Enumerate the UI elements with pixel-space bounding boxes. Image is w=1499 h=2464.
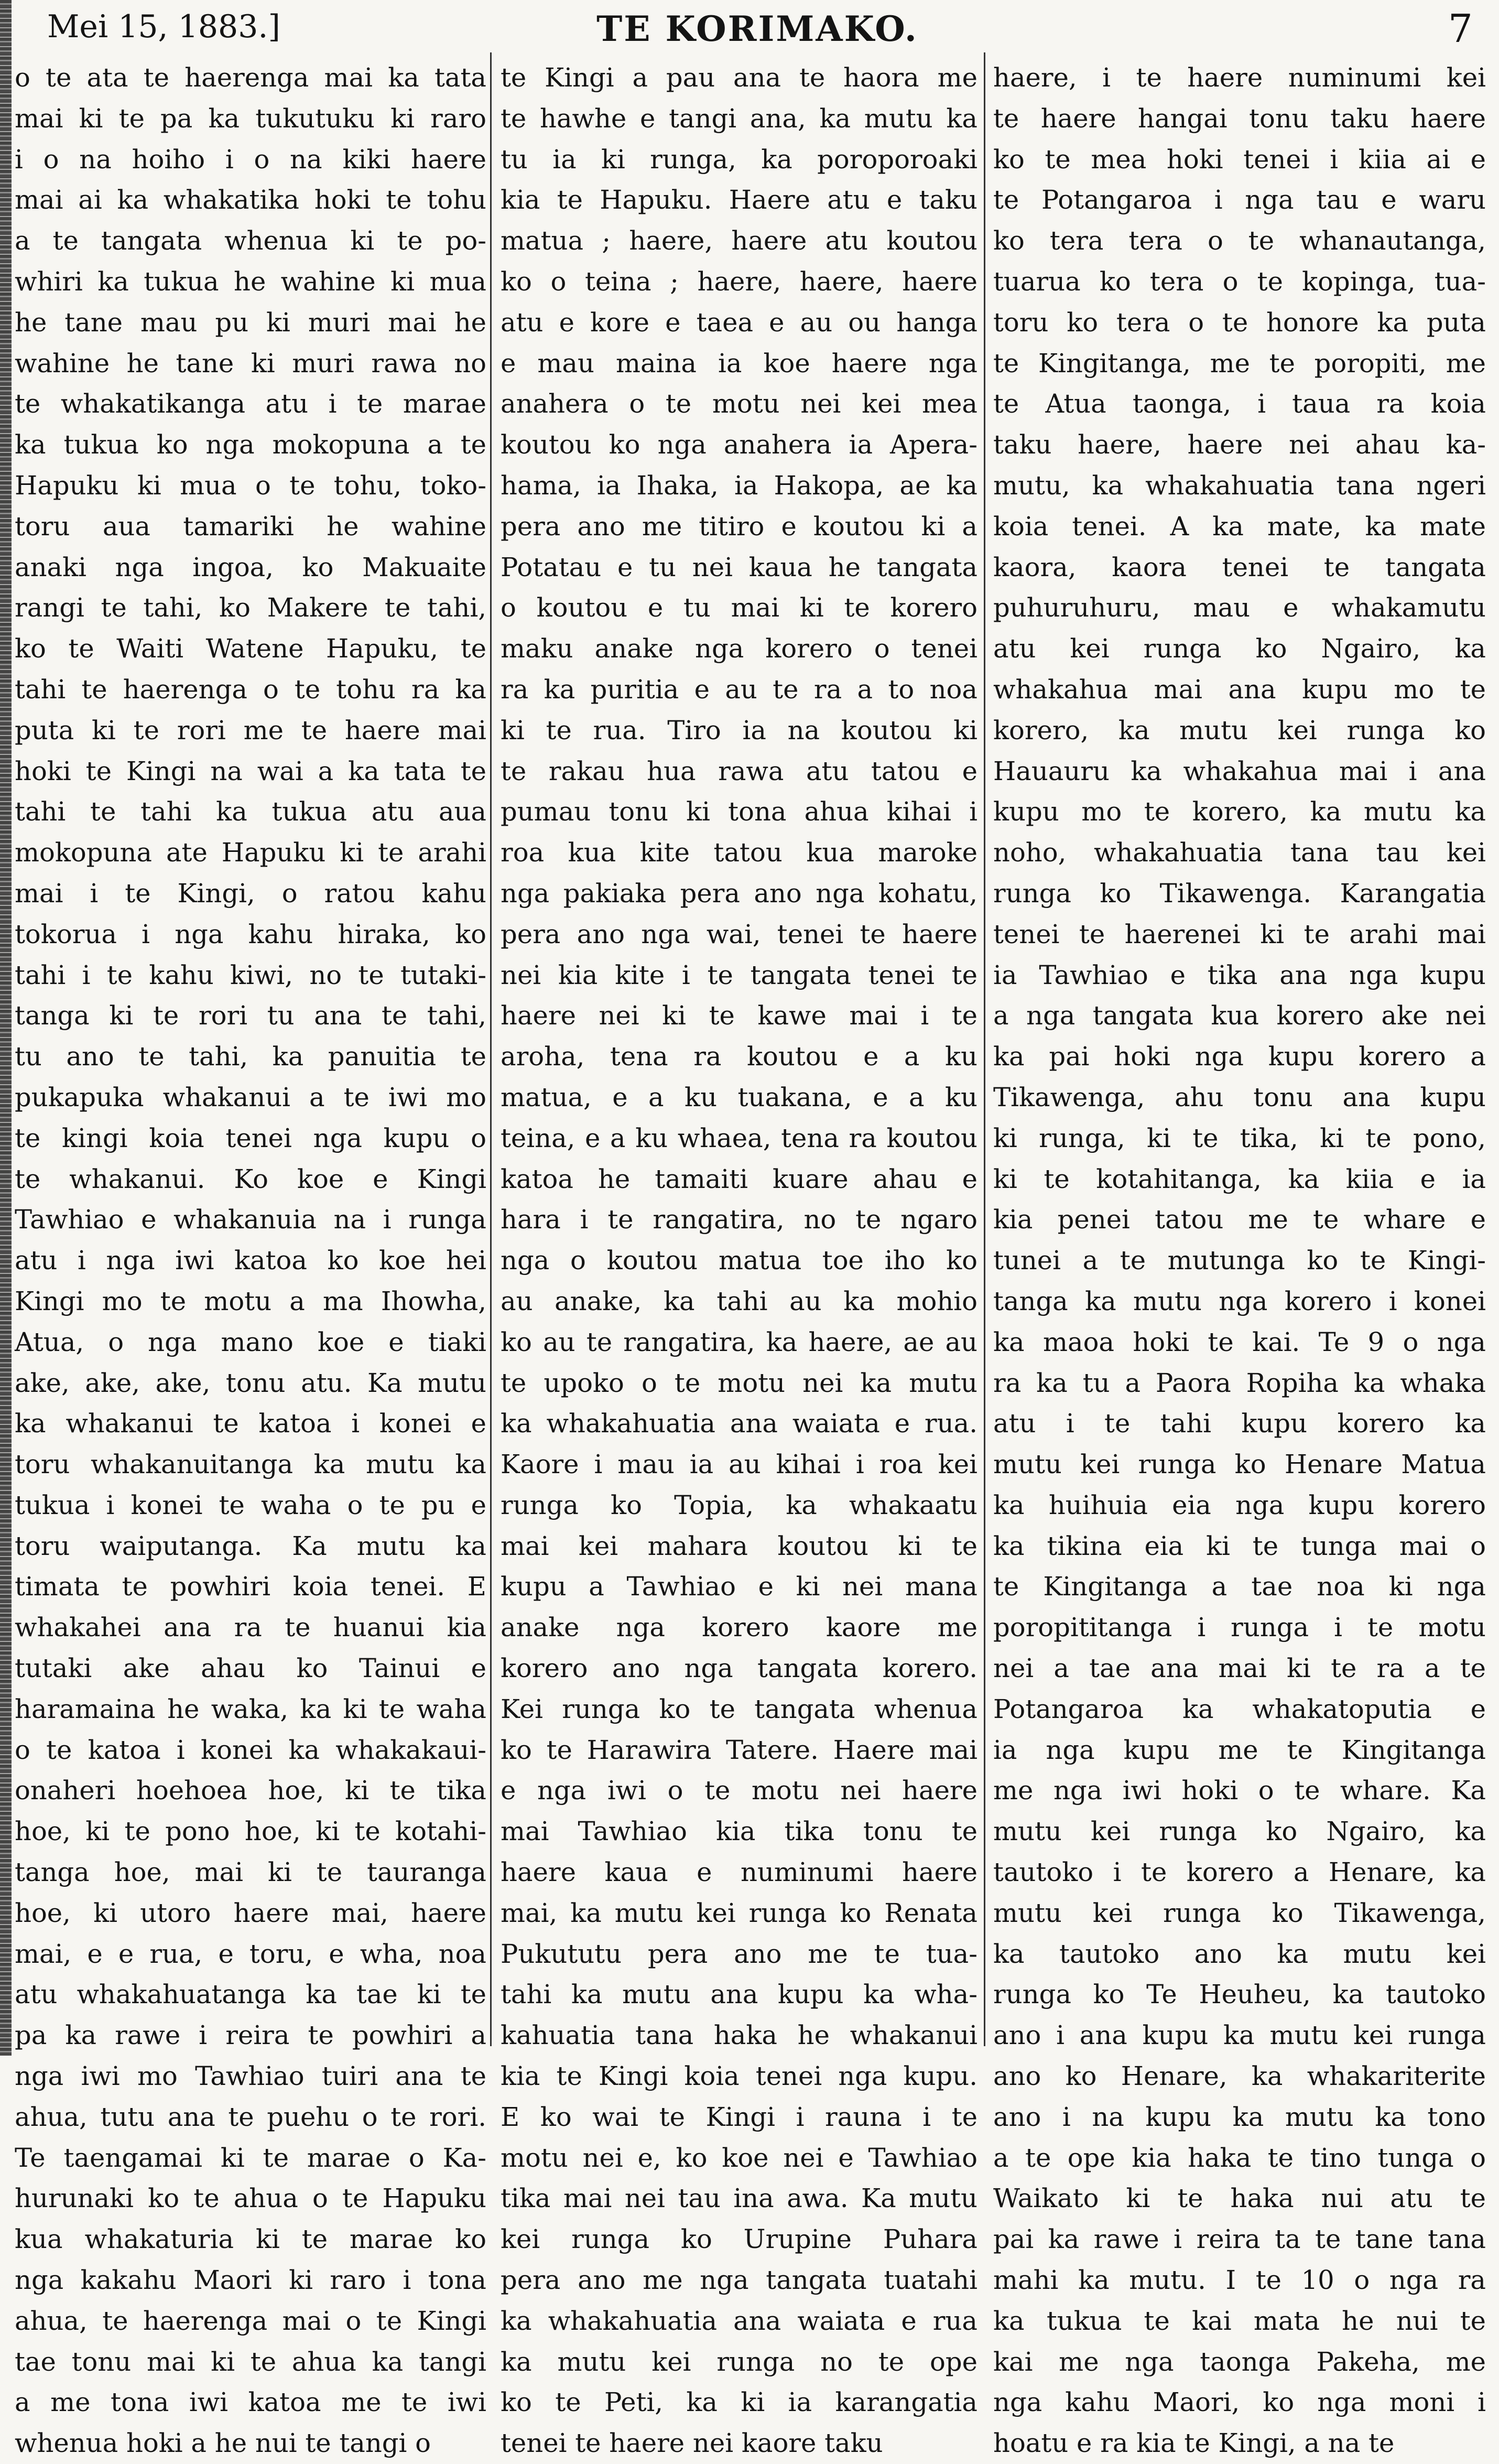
- text-line: nga kahu Maori, ko nga moni i: [993, 2387, 1486, 2418]
- text-line: te kingi koia tenei nga kupu o: [15, 1122, 486, 1153]
- text-line: kupu a Tawhiao e ki nei mana: [501, 1571, 977, 1602]
- text-line: wahine he tane ki muri rawa no: [15, 348, 486, 379]
- text-line: ka tukua te kai mata he nui te: [993, 2305, 1486, 2336]
- text-line: o koutou e tu mai ki te korero: [501, 592, 977, 623]
- text-line: ia nga kupu me te Kingitanga: [993, 1734, 1486, 1765]
- text-line: he tane mau pu ki muri mai he: [15, 307, 486, 338]
- text-line: i o na hoiho i o na kiki haere: [15, 144, 486, 175]
- text-line: pera ano me nga tangata tuatahi: [501, 2265, 977, 2296]
- text-line: mutu, ka whakahuatia tana ngeri: [993, 470, 1486, 501]
- text-line: Te taengamai ki te marae o Ka-: [15, 2142, 486, 2173]
- text-line: mahi ka mutu. I te 10 o nga ra: [993, 2265, 1486, 2296]
- text-line: mutu kei runga ko Ngairo, ka: [993, 1816, 1486, 1847]
- text-line: whiri ka tukua he wahine ki mua: [15, 266, 486, 297]
- text-line: ko o teina ; haere, haere, haere: [501, 266, 977, 297]
- text-line: Potatau e tu nei kaua he tangata: [501, 552, 977, 582]
- text-line: Kei runga ko te tangata whenua: [501, 1693, 977, 1724]
- text-line: hara i te rangatira, no te ngaro: [501, 1204, 977, 1235]
- text-line: pukapuka whakanui a te iwi mo: [15, 1082, 486, 1112]
- text-line: tahi i te kahu kiwi, no te tutaki-: [15, 959, 486, 990]
- text-column-3: [993, 58, 1486, 2459]
- text-line: ko te mea hoki tenei i kiia ai e: [993, 144, 1486, 175]
- issue-date: Mei 15, 1883.]: [47, 8, 280, 45]
- text-line: E ko wai te Kingi i rauna i te: [501, 2101, 977, 2132]
- text-line: tika mai nei tau ina awa. Ka mutu: [501, 2183, 977, 2214]
- text-line: e nga iwi o te motu nei haere: [501, 1775, 977, 1806]
- text-line: Pukututu pera ano me te tua-: [501, 1938, 977, 1969]
- text-line: ko te Harawira Tatere. Haere mai: [501, 1734, 977, 1765]
- text-line: motu nei e, ko koe nei e Tawhiao: [501, 2142, 977, 2173]
- text-line: roa kua kite tatou kua maroke: [501, 837, 977, 868]
- text-line: o te katoa i konei ka whakakaui-: [15, 1734, 486, 1765]
- text-line: ano ko Henare, ka whakariterite: [993, 2061, 1486, 2092]
- text-line: kupu mo te korero, ka mutu ka: [993, 796, 1486, 827]
- text-line: Tikawenga, ahu tonu ana kupu: [993, 1082, 1486, 1112]
- text-line: te whakanui. Ko koe e Kingi: [15, 1163, 486, 1194]
- text-line: mai kei mahara koutou ki te: [501, 1530, 977, 1561]
- text-line: tu ano te tahi, ka panuitia te: [15, 1041, 486, 1072]
- text-line: te Kingitanga a tae noa ki nga: [993, 1571, 1486, 1602]
- text-line: tahi te tahi ka tukua atu aua: [15, 796, 486, 827]
- text-line: tae tonu mai ki te ahua ka tangi: [15, 2346, 486, 2377]
- text-line: tautoko i te korero a Henare, ka: [993, 1857, 1486, 1888]
- text-line: haere kaua e numinumi haere: [501, 1857, 977, 1888]
- text-line: nei kia kite i te tangata tenei te: [501, 959, 977, 990]
- text-line: pera ano nga wai, tenei te haere: [501, 918, 977, 949]
- text-line: ahua, te haerenga mai o te Kingi: [15, 2305, 486, 2336]
- text-line: hoe, ki utoro haere mai, haere: [15, 1897, 486, 1928]
- text-line: ka mutu kei runga no te ope: [501, 2346, 977, 2377]
- text-line: mai ki te pa ka tukutuku ki raro: [15, 103, 486, 134]
- text-line: kia te Kingi koia tenei nga kupu.: [501, 2061, 977, 2092]
- text-line: ki te rua. Tiro ia na koutou ki: [501, 715, 977, 745]
- text-line: mutu kei runga ko Tikawenga,: [993, 1897, 1486, 1928]
- text-line: Tawhiao e whakanuia na i runga: [15, 1204, 486, 1235]
- text-line: a nga tangata kua korero ake nei: [993, 1000, 1486, 1031]
- text-line: kua whakaturia ki te marae ko: [15, 2224, 486, 2255]
- text-line: tenei te haerenei ki te arahi mai: [993, 918, 1486, 949]
- text-line: nga iwi mo Tawhiao tuiri ana te: [15, 2061, 486, 2092]
- text-line: teina, e a ku whaea, tena ra koutou: [501, 1122, 977, 1153]
- text-line: te Kingitanga, me te poropiti, me: [993, 348, 1486, 379]
- text-line: matua ; haere, haere atu koutou: [501, 225, 977, 256]
- text-line: runga ko Topia, ka whakaatu: [501, 1489, 977, 1520]
- text-line: tahi ka mutu ana kupu ka wha-: [501, 1979, 977, 2010]
- text-line: a te tangata whenua ki te po-: [15, 225, 486, 256]
- text-line: Kaore i mau ia au kihai i roa kei: [501, 1449, 977, 1480]
- text-line: tu ia ki runga, ka poroporoaki: [501, 144, 977, 175]
- text-line: poropititanga i runga i te motu: [993, 1612, 1486, 1643]
- text-line: hoe, ki te pono hoe, ki te kotahi-: [15, 1816, 486, 1847]
- newspaper-title: TE KORIMAKO.: [596, 8, 918, 49]
- text-line: hurunaki ko te ahua o te Hapuku: [15, 2183, 486, 2214]
- text-line: haramaina he waka, ka ki te waha: [15, 1693, 486, 1724]
- text-line: ka huihuia eia nga kupu korero: [993, 1489, 1486, 1520]
- text-line: ki te kotahitanga, ka kiia e ia: [993, 1163, 1486, 1194]
- text-line: tanga hoe, mai ki te tauranga: [15, 1857, 486, 1888]
- text-line: kaora, kaora tenei te tangata: [993, 552, 1486, 582]
- text-line: kia penei tatou me te whare e: [993, 1204, 1486, 1235]
- text-line: tanga ki te rori tu ana te tahi,: [15, 1000, 486, 1031]
- text-line: tahi te haerenga o te tohu ra ka: [15, 674, 486, 705]
- text-line: taku haere, haere nei ahau ka-: [993, 429, 1486, 460]
- text-line: a me tona iwi katoa me te iwi: [15, 2387, 486, 2418]
- text-line: maku anake nga korero o tenei: [501, 633, 977, 664]
- text-line: te Atua taonga, i taua ra koia: [993, 388, 1486, 419]
- text-line: te upoko o te motu nei ka mutu: [501, 1367, 977, 1398]
- text-line: ko te Waiti Watene Hapuku, te: [15, 633, 486, 664]
- text-line: ka whakahuatia ana waiata e rua: [501, 2305, 977, 2336]
- text-line: au anake, ka tahi au ka mohio: [501, 1285, 977, 1316]
- text-line: o te ata te haerenga mai ka tata: [15, 62, 486, 93]
- text-line: atu i nga iwi katoa ko koe hei: [15, 1245, 486, 1276]
- text-line: runga ko Tikawenga. Karangatia: [993, 878, 1486, 909]
- text-line: mutu kei runga ko Henare Matua: [993, 1449, 1486, 1480]
- text-line: te Potangaroa i nga tau e waru: [993, 185, 1486, 215]
- text-line: haere nei ki te kawe mai i te: [501, 1000, 977, 1031]
- text-line: Atua, o nga mano koe e tiaki: [15, 1326, 486, 1357]
- text-line: tukua i konei te waha o te pu e: [15, 1489, 486, 1520]
- text-line: ia Tawhiao e tika ana nga kupu: [993, 959, 1486, 990]
- column-divider: [490, 52, 492, 2046]
- text-line: haere, i te haere numinumi kei: [993, 62, 1486, 93]
- page-header: [31, 5, 1483, 53]
- text-line: anake nga korero kaore me: [501, 1612, 977, 1643]
- text-line: tutaki ake ahau ko Tainui e: [15, 1653, 486, 1684]
- text-line: kia te Hapuku. Haere atu e taku: [501, 185, 977, 215]
- text-line: Hauauru ka whakahua mai i ana: [993, 755, 1486, 786]
- text-line: Kingi mo te motu a ma Ihowha,: [15, 1285, 486, 1316]
- text-line: nga pakiaka pera ano nga kohatu,: [501, 878, 977, 909]
- text-line: Hapuku ki mua o te tohu, toko-: [15, 470, 486, 501]
- text-line: atu whakahuatanga ka tae ki te: [15, 1979, 486, 2010]
- text-line: ka tukua ko nga mokopuna a te: [15, 429, 486, 460]
- text-line: tuarua ko tera o te kopinga, tua-: [993, 266, 1486, 297]
- text-line: ka tikina eia ki te tunga mai o: [993, 1530, 1486, 1561]
- text-line: tunei a te mutunga ko te Kingi-: [993, 1245, 1486, 1276]
- text-line: kai me nga taonga Pakeha, me: [993, 2346, 1486, 2377]
- text-line: me nga iwi hoki o te whare. Ka: [993, 1775, 1486, 1806]
- text-line: ake, ake, ake, tonu atu. Ka mutu: [15, 1367, 486, 1398]
- text-line: te whakatikanga atu i te marae: [15, 388, 486, 419]
- text-line: noho, whakahuatia tana tau kei: [993, 837, 1486, 868]
- text-line: timata te powhiri koia tenei. E: [15, 1571, 486, 1602]
- text-line: te hawhe e tangi ana, ka mutu ka: [501, 103, 977, 134]
- text-line: whakahua mai ana kupu mo te: [993, 674, 1486, 705]
- text-line: korero ano nga tangata korero.: [501, 1653, 977, 1684]
- text-line: ano i na kupu ka mutu ka tono: [993, 2101, 1486, 2132]
- text-line: ra ka puritia e au te ra a to noa: [501, 674, 977, 705]
- text-line: mai, ka mutu kei runga ko Renata: [501, 1897, 977, 1928]
- text-line: te haere hangai tonu taku haere: [993, 103, 1486, 134]
- text-line: korero, ka mutu kei runga ko: [993, 715, 1486, 745]
- text-line: pera ano me titiro e koutou ki a: [501, 511, 977, 542]
- text-line: te rakau hua rawa atu tatou e: [501, 755, 977, 786]
- text-line: ka whakanui te katoa i konei e: [15, 1408, 486, 1439]
- text-line: ra ka tu a Paora Ropiha ka whaka: [993, 1367, 1486, 1398]
- text-line: tokorua i nga kahu hiraka, ko: [15, 918, 486, 949]
- text-line: ka pai hoki nga kupu korero a: [993, 1041, 1486, 1072]
- text-line: whakahei ana ra te huanui kia: [15, 1612, 486, 1643]
- text-line: ka whakahuatia ana waiata e rua.: [501, 1408, 977, 1439]
- text-line: ko tera tera o te whanautanga,: [993, 225, 1486, 256]
- text-line: mai ai ka whakatika hoki te tohu: [15, 185, 486, 215]
- text-line: tanga ka mutu nga korero i konei: [993, 1285, 1486, 1316]
- text-line: pa ka rawe i reira te powhiri a: [15, 2020, 486, 2051]
- page-number: 7: [1448, 6, 1473, 51]
- text-line: kei runga ko Urupine Puhara: [501, 2224, 977, 2255]
- text-line: a te ope kia haka te tino tunga o: [993, 2142, 1486, 2173]
- text-line: mai i te Kingi, o ratou kahu: [15, 878, 486, 909]
- text-line: runga ko Te Heuheu, ka tautoko: [993, 1979, 1486, 2010]
- text-line: toru whakanuitanga ka mutu ka: [15, 1449, 486, 1480]
- page-binding-edge: [0, 0, 12, 2056]
- text-line: anaki nga ingoa, ko Makuaite: [15, 552, 486, 582]
- text-line: hama, ia Ihaka, ia Hakopa, ae ka: [501, 470, 977, 501]
- text-line: koia tenei. A ka mate, ka mate: [993, 511, 1486, 542]
- text-line: toru waiputanga. Ka mutu ka: [15, 1530, 486, 1561]
- text-line: pai ka rawe i reira ta te tane tana: [993, 2224, 1486, 2255]
- text-line: puhuruhuru, mau e whakamutu: [993, 592, 1486, 623]
- text-line: mai, e e rua, e toru, e wha, noa: [15, 1938, 486, 1969]
- column-divider: [984, 52, 985, 2046]
- text-line: mai Tawhiao kia tika tonu te: [501, 1816, 977, 1847]
- text-line: atu i te tahi kupu korero ka: [993, 1408, 1486, 1439]
- text-line: ahua, tutu ana te puehu o te rori.: [15, 2101, 486, 2132]
- text-column-1: [15, 58, 486, 2459]
- text-line: ka maoa hoki te kai. Te 9 o nga: [993, 1326, 1486, 1357]
- text-line: anahera o te motu nei kei mea: [501, 388, 977, 419]
- text-line: koutou ko nga anahera ia Apera-: [501, 429, 977, 460]
- text-line: nga o koutou matua toe iho ko: [501, 1245, 977, 1276]
- text-line: toru aua tamariki he wahine: [15, 511, 486, 542]
- text-line: pumau tonu ki tona ahua kihai i: [501, 796, 977, 827]
- text-line: ka tautoko ano ka mutu kei: [993, 1938, 1486, 1969]
- text-line: nga kakahu Maori ki raro i tona: [15, 2265, 486, 2296]
- text-line: puta ki te rori me te haere mai: [15, 715, 486, 745]
- text-line: hoki te Kingi na wai a ka tata te: [15, 755, 486, 786]
- text-line: ki runga, ki te tika, ki te pono,: [993, 1122, 1486, 1153]
- text-line: tenei te haere nei kaore taku: [501, 2428, 883, 2459]
- text-line: kahuatia tana haka he whakanui: [501, 2020, 977, 2051]
- text-line: aroha, tena ra koutou e a ku: [501, 1041, 977, 1072]
- text-line: Waikato ki te haka nui atu te: [993, 2183, 1486, 2214]
- text-line: katoa he tamaiti kuare ahau e: [501, 1163, 977, 1194]
- text-line: e mau maina ia koe haere nga: [501, 348, 977, 379]
- text-line: ko te Peti, ka ki ia karangatia: [501, 2387, 977, 2418]
- text-line: rangi te tahi, ko Makere te tahi,: [15, 592, 486, 623]
- text-line: ko au te rangatira, ka haere, ae au: [501, 1326, 977, 1357]
- text-line: whenua hoki a he nui te tangi o: [15, 2428, 431, 2459]
- text-line: nei a tae ana mai ki te ra a te: [993, 1653, 1486, 1684]
- text-line: onaheri hoehoea hoe, ki te tika: [15, 1775, 486, 1806]
- text-line: ano i ana kupu ka mutu kei runga: [993, 2020, 1486, 2051]
- text-line: atu e kore e taea e au ou hanga: [501, 307, 977, 338]
- text-line: matua, e a ku tuakana, e a ku: [501, 1082, 977, 1112]
- text-line: toru ko tera o te honore ka puta: [993, 307, 1486, 338]
- text-line: hoatu e ra kia te Kingi, a na te: [993, 2428, 1395, 2459]
- text-line: te Kingi a pau ana te haora me: [501, 62, 977, 93]
- text-line: atu kei runga ko Ngairo, ka: [993, 633, 1486, 664]
- text-column-2: [501, 58, 977, 2459]
- text-line: Potangaroa ka whakatoputia e: [993, 1693, 1486, 1724]
- text-line: mokopuna ate Hapuku ki te arahi: [15, 837, 486, 868]
